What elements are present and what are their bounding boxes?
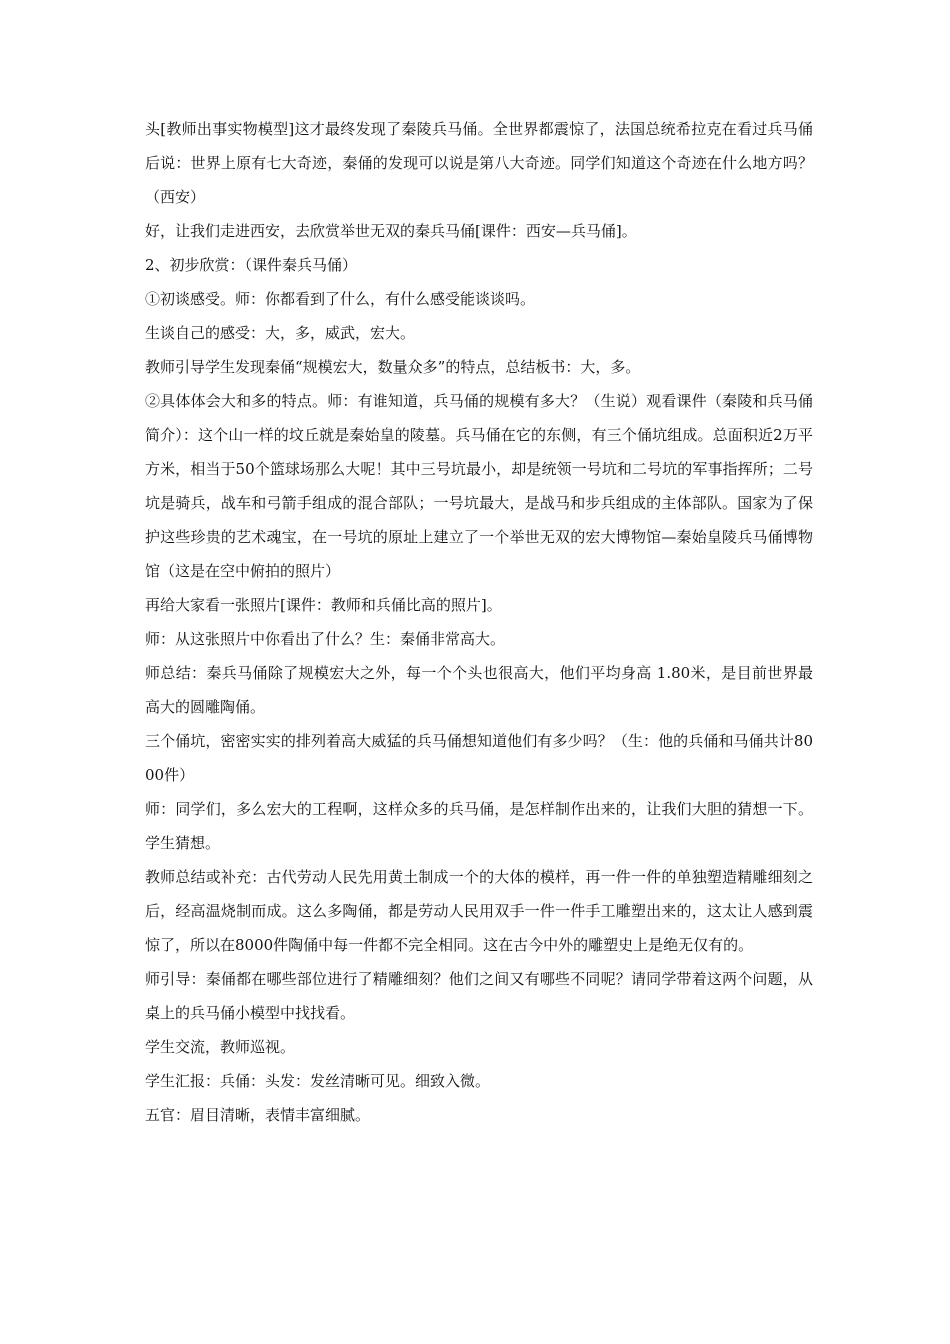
paragraph-section-initial-appreciation: 2、初步欣赏：（课件秦兵马俑） (145, 256, 358, 274)
paragraph-student-exchange: 学生交流，教师巡视。 (145, 1038, 296, 1056)
paragraph-facial-features: 五官：眉目清晰，表情丰富细腻。 (145, 1106, 371, 1124)
paragraph-height-summary: 师总结：秦兵马俑除了规模宏大之外，每一个个头也很高大，他们平均身高 1.80米，是目前世界最高大的圆雕陶俑。 (145, 664, 813, 716)
document-body (145, 112, 813, 1132)
paragraph-detail-guidance: 师引导：秦俑都在哪些部位进行了精雕细刻？他们之间又有哪些不同呢？请同学带着这两个问题，从桌上的兵马俑小模型中找找看。 (145, 970, 813, 1022)
paragraph-enter-xian: 好，让我们走进西安，去欣赏举世无双的秦兵马俑[课件：西安—兵马俑]。 (145, 222, 637, 240)
paragraph-student-feelings: 生谈自己的感受：大，多，威武，宏大。 (145, 324, 416, 342)
paragraph-scale-details: ②具体体会大和多的特点。师：有谁知道，兵马俑的规模有多大？（生说）观看课件（秦陵和兵马俑简介）：这个山一样的坟丘就是秦始皇的陵墓。兵马俑在它的东侧，有三个俑坑组成。总面积近2万平方米，相当于50个篮球场那么大呢！其中三号坑最小，却是统领一号坑和二号坑的军事指挥所；二号坑是骑兵，战车和弓箭手组成的混合部队；一号坑最大，是战马和步兵组成的主体部队。国家为了保护这些珍贵的艺术魂宝，在一号坑的原址上建立了一个举世无双的宏大博物馆—秦始皇陵兵马俑博物馆（这是在空中俯拍的照片） (145, 392, 813, 580)
paragraph-teacher-guidance: 教师引导学生发现秦俑“规模宏大，数量众多”的特点，总结板书：大，多。 (145, 358, 641, 376)
paragraph-production-summary: 教师总结或补充：古代劳动人民先用黄土制成一个的大体的模样，再一件一件的单独塑造精雕细刻之后，经高温烧制而成。这么多陶俑，都是劳动人民用双手一件一件手工雕塑出来的，这太让人感到震惊了，所以在8000件陶俑中每一件都不完全相同。这在古今中外的雕塑史上是绝无仅有的。 (145, 868, 813, 954)
paragraph-production-guess: 师：同学们，多么宏大的工程啊，这样众多的兵马俑，是怎样制作出来的，让我们大胆的猜想一下。学生猜想。 (145, 800, 813, 852)
paragraph-photo-comparison: 再给大家看一张照片[课件：教师和兵俑比高的照片]。 (145, 596, 502, 614)
paragraph-intro-discovery: 头[教师出事实物模型]这才最终发现了秦陵兵马俑。全世界都震惊了，法国总统希拉克在看过兵马俑后说：世界上原有七大奇迹，秦俑的发现可以说是第八大奇迹。同学们知道这个奇迹在什么地方吗？（西安） (145, 120, 813, 206)
paragraph-student-report: 学生汇报：兵俑：头发：发丝清晰可见。细致入微。 (145, 1072, 491, 1090)
paragraph-first-impressions: ①初谈感受。师：你都看到了什么，有什么感受能谈谈吗。 (145, 290, 536, 308)
paragraph-photo-question: 师：从这张照片中你看出了什么？生：秦俑非常高大。 (145, 630, 506, 648)
paragraph-quantity-question: 三个俑坑，密密实实的排列着高大威猛的兵马俑想知道他们有多少吗？（生：他的兵俑和马俑共计8000件） (145, 732, 813, 784)
